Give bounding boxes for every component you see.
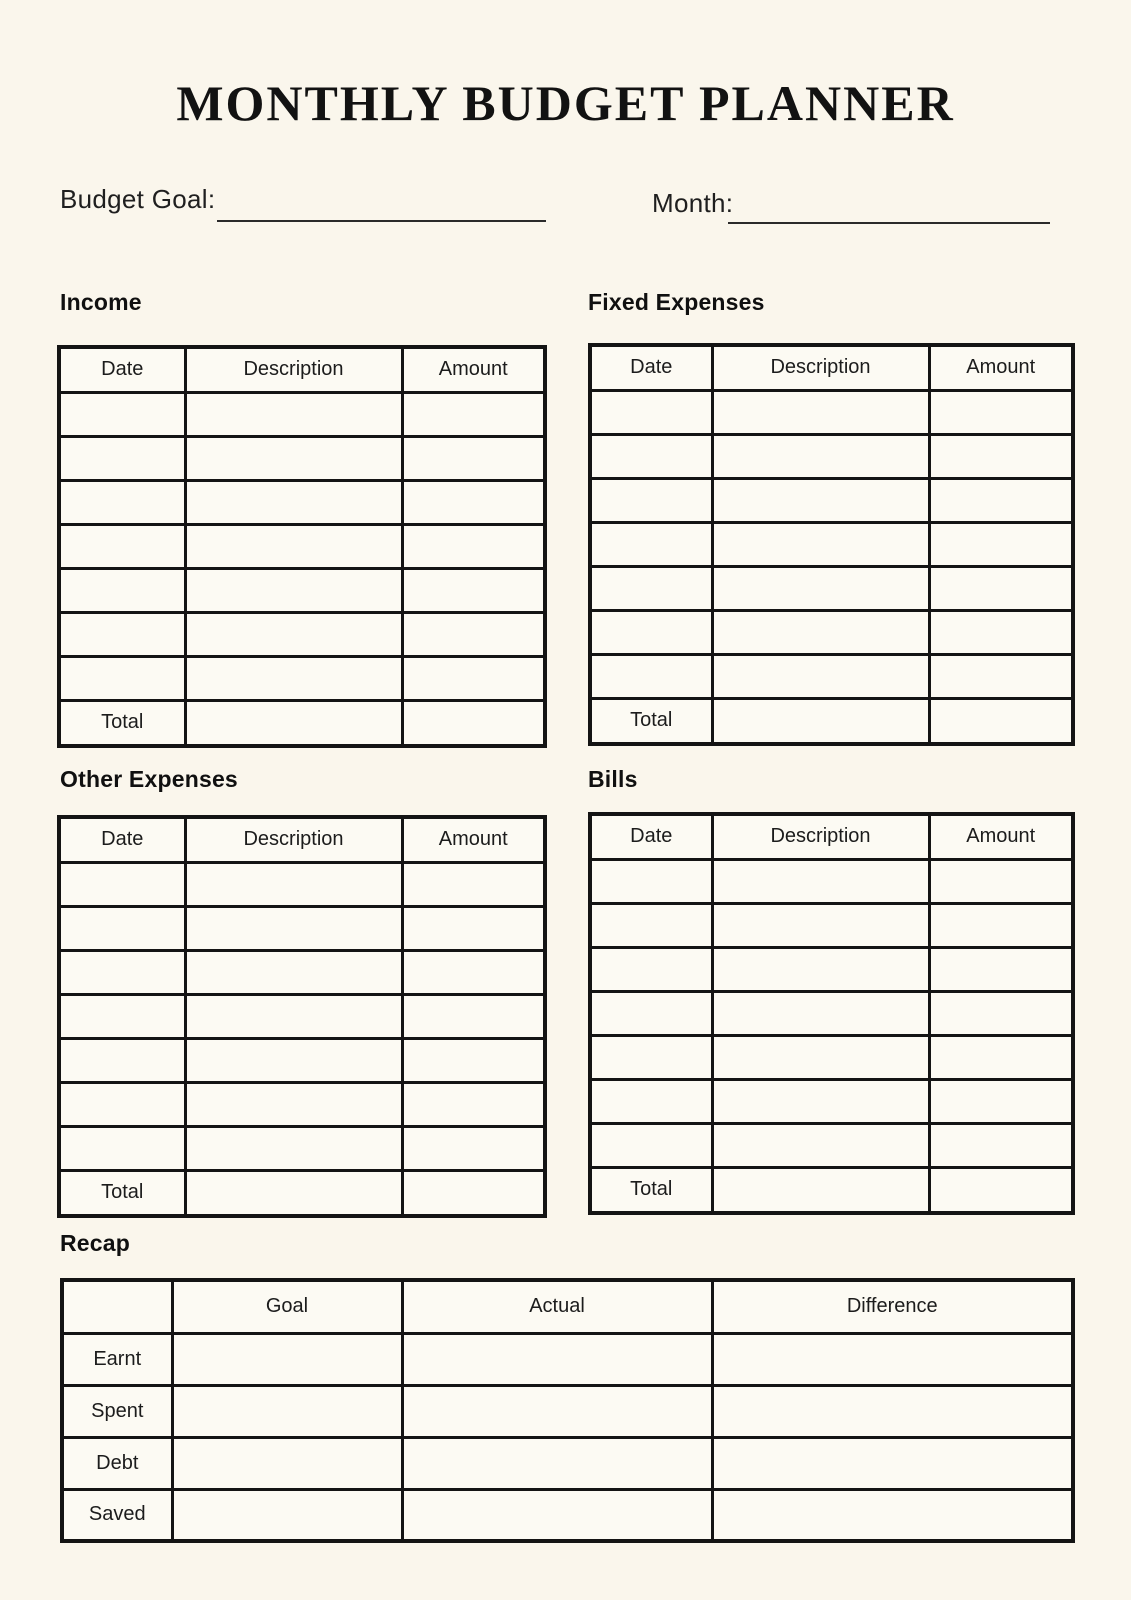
blank-cell — [402, 700, 545, 746]
blank-row — [59, 950, 545, 994]
recap-row-saved — [62, 1489, 1073, 1541]
blank-cell — [402, 524, 545, 568]
blank-row — [59, 994, 545, 1038]
total-label-cell: Total — [590, 1167, 712, 1213]
blank-cell — [59, 568, 185, 612]
blank-cell — [185, 656, 402, 700]
total-label-cell: Total — [590, 698, 712, 744]
blank-row — [590, 390, 1073, 434]
recap-table — [60, 1278, 1075, 1543]
blank-cell — [712, 566, 929, 610]
blank-cell — [59, 480, 185, 524]
blank-cell — [59, 906, 185, 950]
blank-cell — [929, 1167, 1073, 1213]
column-header-actual: Actual — [402, 1280, 712, 1333]
blank-cell — [590, 566, 712, 610]
column-header-description: Description — [185, 817, 402, 862]
blank-row — [59, 524, 545, 568]
blank-cell — [59, 436, 185, 480]
total-label-cell: Total — [59, 700, 185, 746]
blank-cell — [402, 436, 545, 480]
ledger-header-row — [59, 347, 545, 392]
blank-cell — [590, 1079, 712, 1123]
section-heading-bills: Bills — [588, 766, 638, 792]
blank-cell — [712, 1333, 1073, 1385]
bills-table — [588, 812, 1075, 1215]
blank-row — [590, 478, 1073, 522]
blank-cell — [59, 392, 185, 436]
blank-cell — [59, 1082, 185, 1126]
blank-cell — [929, 947, 1073, 991]
section-heading-other-expenses: Other Expenses — [60, 766, 238, 792]
blank-cell — [712, 1385, 1073, 1437]
blank-row — [59, 1038, 545, 1082]
blank-row — [59, 1126, 545, 1170]
recap-row-label: Earnt — [62, 1333, 172, 1385]
recap-corner-cell — [62, 1280, 172, 1333]
blank-cell — [712, 610, 929, 654]
blank-row — [59, 392, 545, 436]
blank-cell — [712, 390, 929, 434]
blank-cell — [929, 522, 1073, 566]
month-fill-line — [728, 222, 1050, 224]
other-expenses-table — [57, 815, 547, 1218]
blank-cell — [590, 654, 712, 698]
blank-cell — [929, 1035, 1073, 1079]
blank-cell — [59, 1126, 185, 1170]
blank-cell — [712, 1167, 929, 1213]
blank-cell — [402, 1333, 712, 1385]
blank-row — [590, 859, 1073, 903]
total-row — [590, 1167, 1073, 1213]
column-header-description: Description — [712, 345, 929, 390]
ledger-header-row — [59, 817, 545, 862]
blank-cell — [929, 566, 1073, 610]
blank-cell — [402, 862, 545, 906]
column-header-difference: Difference — [712, 1280, 1073, 1333]
blank-cell — [402, 1082, 545, 1126]
blank-cell — [172, 1489, 402, 1541]
column-header-amount: Amount — [929, 345, 1073, 390]
blank-row — [590, 947, 1073, 991]
blank-row — [590, 434, 1073, 478]
blank-row — [59, 1082, 545, 1126]
blank-cell — [402, 950, 545, 994]
recap-row-label: Debt — [62, 1437, 172, 1489]
column-header-goal: Goal — [172, 1280, 402, 1333]
blank-cell — [402, 906, 545, 950]
recap-header-row — [62, 1280, 1073, 1333]
blank-row — [590, 1035, 1073, 1079]
budget-goal-label: Budget Goal: — [60, 184, 216, 214]
blank-cell — [59, 524, 185, 568]
blank-cell — [929, 390, 1073, 434]
blank-cell — [590, 1123, 712, 1167]
blank-cell — [929, 654, 1073, 698]
blank-row — [59, 436, 545, 480]
total-label-cell: Total — [59, 1170, 185, 1216]
ledger-header-row — [590, 345, 1073, 390]
blank-cell — [185, 1170, 402, 1216]
blank-cell — [185, 862, 402, 906]
blank-row — [59, 568, 545, 612]
blank-cell — [590, 947, 712, 991]
column-header-date: Date — [59, 817, 185, 862]
blank-row — [59, 656, 545, 700]
recap-row-label: Spent — [62, 1385, 172, 1437]
blank-cell — [590, 859, 712, 903]
blank-cell — [185, 1038, 402, 1082]
blank-cell — [590, 903, 712, 947]
month-label: Month: — [652, 188, 734, 218]
blank-cell — [185, 568, 402, 612]
section-heading-fixed-expenses: Fixed Expenses — [588, 289, 765, 315]
section-heading-income: Income — [60, 289, 142, 315]
recap-row-debt — [62, 1437, 1073, 1489]
recap-row-spent — [62, 1385, 1073, 1437]
blank-cell — [402, 1038, 545, 1082]
blank-cell — [402, 1126, 545, 1170]
blank-row — [59, 906, 545, 950]
blank-cell — [590, 610, 712, 654]
section-heading-recap: Recap — [60, 1230, 131, 1256]
blank-cell — [172, 1437, 402, 1489]
ledger-header-row — [590, 814, 1073, 859]
blank-row — [590, 566, 1073, 610]
blank-cell — [59, 656, 185, 700]
column-header-amount: Amount — [402, 817, 545, 862]
blank-row — [590, 1079, 1073, 1123]
column-header-description: Description — [185, 347, 402, 392]
blank-row — [59, 862, 545, 906]
total-row — [590, 698, 1073, 744]
column-header-date: Date — [59, 347, 185, 392]
fixed-expenses-table — [588, 343, 1075, 746]
blank-cell — [172, 1333, 402, 1385]
blank-cell — [929, 1079, 1073, 1123]
blank-cell — [590, 1035, 712, 1079]
total-row — [59, 700, 545, 746]
blank-cell — [712, 522, 929, 566]
blank-cell — [172, 1385, 402, 1437]
blank-row — [590, 903, 1073, 947]
blank-cell — [929, 859, 1073, 903]
blank-cell — [712, 903, 929, 947]
blank-row — [59, 480, 545, 524]
blank-cell — [185, 700, 402, 746]
blank-cell — [185, 524, 402, 568]
blank-cell — [185, 1126, 402, 1170]
blank-cell — [185, 612, 402, 656]
column-header-description: Description — [712, 814, 929, 859]
blank-cell — [590, 522, 712, 566]
blank-cell — [929, 1123, 1073, 1167]
blank-cell — [185, 994, 402, 1038]
blank-cell — [185, 436, 402, 480]
blank-cell — [712, 1123, 929, 1167]
page-title: MONTHLY BUDGET PLANNER — [176, 75, 955, 131]
blank-cell — [402, 994, 545, 1038]
recap-row-label: Saved — [62, 1489, 172, 1541]
recap-row-earnt — [62, 1333, 1073, 1385]
blank-cell — [590, 478, 712, 522]
blank-cell — [59, 950, 185, 994]
blank-cell — [929, 991, 1073, 1035]
blank-cell — [402, 1489, 712, 1541]
blank-cell — [185, 1082, 402, 1126]
blank-cell — [590, 991, 712, 1035]
blank-cell — [59, 862, 185, 906]
blank-cell — [712, 478, 929, 522]
blank-cell — [59, 1038, 185, 1082]
blank-cell — [929, 610, 1073, 654]
blank-row — [590, 610, 1073, 654]
column-header-date: Date — [590, 814, 712, 859]
blank-cell — [712, 1437, 1073, 1489]
blank-cell — [712, 654, 929, 698]
blank-row — [590, 991, 1073, 1035]
blank-cell — [185, 480, 402, 524]
blank-cell — [185, 950, 402, 994]
blank-row — [590, 1123, 1073, 1167]
blank-cell — [402, 480, 545, 524]
blank-cell — [712, 1079, 929, 1123]
blank-cell — [402, 1385, 712, 1437]
blank-cell — [712, 1035, 929, 1079]
blank-cell — [402, 568, 545, 612]
budget-goal-fill-line — [217, 220, 546, 222]
blank-cell — [590, 434, 712, 478]
column-header-amount: Amount — [929, 814, 1073, 859]
blank-cell — [712, 698, 929, 744]
blank-cell — [929, 478, 1073, 522]
blank-cell — [929, 434, 1073, 478]
blank-cell — [185, 392, 402, 436]
blank-cell — [402, 1437, 712, 1489]
blank-cell — [59, 612, 185, 656]
blank-cell — [712, 991, 929, 1035]
column-header-date: Date — [590, 345, 712, 390]
blank-cell — [402, 1170, 545, 1216]
total-row — [59, 1170, 545, 1216]
blank-cell — [712, 1489, 1073, 1541]
blank-cell — [59, 994, 185, 1038]
blank-cell — [590, 390, 712, 434]
blank-cell — [402, 392, 545, 436]
blank-cell — [402, 612, 545, 656]
income-table — [57, 345, 547, 748]
blank-cell — [712, 947, 929, 991]
blank-row — [590, 654, 1073, 698]
blank-cell — [929, 698, 1073, 744]
blank-cell — [929, 903, 1073, 947]
blank-row — [59, 612, 545, 656]
blank-cell — [185, 906, 402, 950]
column-header-amount: Amount — [402, 347, 545, 392]
blank-cell — [712, 434, 929, 478]
blank-cell — [402, 656, 545, 700]
blank-row — [590, 522, 1073, 566]
blank-cell — [712, 859, 929, 903]
